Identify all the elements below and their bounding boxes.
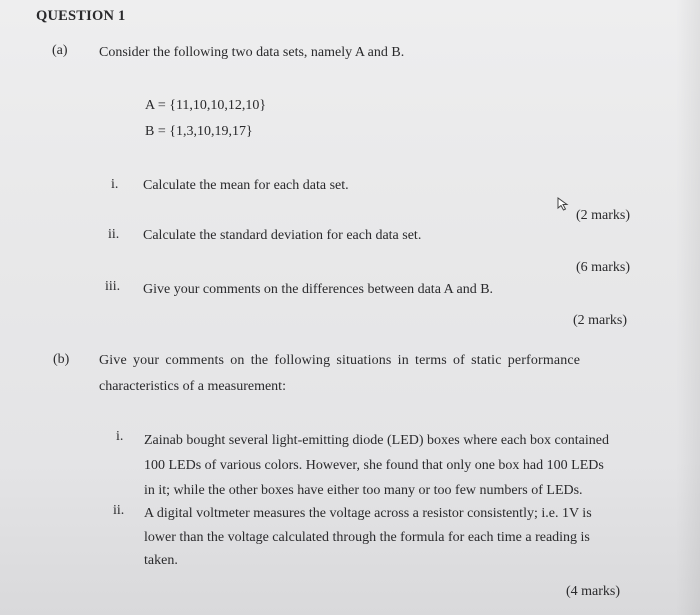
part-b-intro-line-2: characteristics of a measurement: — [99, 379, 286, 394]
part-a-item-1-number: i. — [111, 177, 119, 192]
page-edge-shadow — [676, 0, 700, 615]
part-b-item-2-number: ii. — [113, 503, 125, 518]
part-b-item-1-line-1: Zainab bought several light-emitting diode (LED) boxes where each box contained — [144, 433, 609, 448]
mouse-pointer-icon — [556, 197, 570, 211]
part-a-label: (a) — [52, 43, 68, 58]
part-b-item-1-line-2: 100 LEDs of various colors. However, she found that only one box had 100 LEDs — [144, 458, 604, 473]
part-b-label: (b) — [53, 352, 70, 367]
part-a-item-1-marks: (2 marks) — [576, 208, 631, 223]
part-a-item-2-number: ii. — [108, 227, 120, 242]
part-b-item-2-line-1: A digital voltmeter measures the voltage across a resistor consistently; i.e. 1V is — [144, 506, 592, 521]
question-title: QUESTION 1 — [36, 8, 126, 24]
part-a-item-1-text: Calculate the mean for each data set. — [143, 178, 349, 193]
part-b-item-2-line-2: lower than the voltage calculated through the formula for each time a reading is — [144, 530, 590, 545]
part-b-item-2-line-3: taken. — [144, 553, 178, 568]
part-a-item-2-text: Calculate the standard deviation for each data set. — [143, 228, 422, 243]
part-a-item-3-text: Give your comments on the differences between data A and B. — [143, 282, 494, 297]
part-a-item-3-marks: (2 marks) — [573, 313, 628, 328]
part-b-marks: (4 marks) — [566, 584, 621, 599]
part-a-item-2-marks: (6 marks) — [576, 260, 631, 275]
part-b-intro-line-1: Give your comments on the following situations in terms of static performance — [99, 353, 581, 368]
part-a-item-3-number: iii. — [105, 279, 121, 294]
part-b-item-1-number: i. — [116, 429, 124, 444]
part-a-intro: Consider the following two data sets, namely A and B. — [99, 45, 405, 60]
data-set-a: A = {11,10,10,12,10} — [145, 98, 267, 113]
data-set-b: B = {1,3,10,19,17} — [145, 124, 253, 139]
part-b-item-1-line-3: in it; while the other boxes have either too many or too few numbers of LEDs. — [144, 483, 583, 498]
